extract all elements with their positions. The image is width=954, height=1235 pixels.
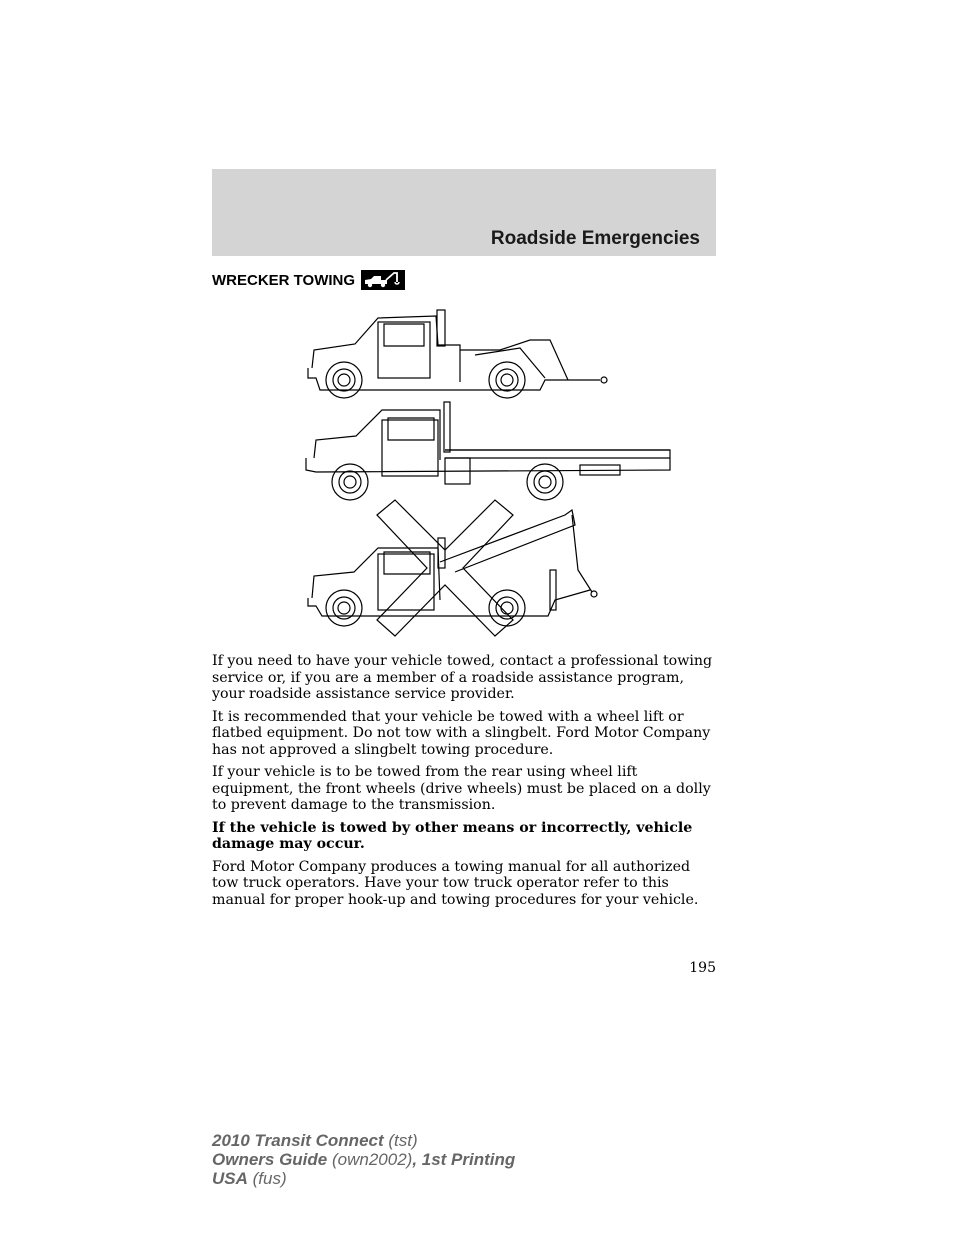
- footer-market-code: (fus): [252, 1169, 287, 1188]
- section-header-title: Roadside Emergencies: [490, 228, 700, 249]
- footer-guide: Owners Guide: [212, 1150, 328, 1169]
- tow-truck-icon: [361, 270, 405, 290]
- footer-printing: , 1st Printing: [412, 1150, 516, 1169]
- paragraph: If your vehicle is to be towed from the rear using wheel lift equipment, the front wheels (drive wheels) must be placed on a dolly to prevent damage to the transmission.: [212, 764, 711, 813]
- footer-model: 2010 Transit Connect: [212, 1131, 384, 1150]
- section-heading-label: WRECKER TOWING: [212, 271, 356, 289]
- section-heading: [212, 269, 405, 291]
- paragraph: It is recommended that your vehicle be towed with a wheel lift or flatbed equipment. Do not tow with a slingbelt. Ford Motor Company has not approved a slingbelt towing procedure.: [212, 708, 711, 758]
- footer-market: USA: [212, 1169, 248, 1188]
- towing-methods-illustration: [300, 300, 680, 645]
- footer-line-3: [212, 1169, 515, 1188]
- section-header-band: [212, 169, 716, 256]
- footer-guide-code: (own2002): [331, 1150, 413, 1169]
- slingbelt-truck-drawing: [308, 510, 597, 626]
- warning-paragraph: If the vehicle is towed by other means or incorrectly, vehicle damage may occur.: [212, 819, 693, 852]
- paragraph: If you need to have your vehicle towed, contact a professional towing service or, if you are a member of a roadside assistance program, your roadside assistance service provider.: [212, 653, 713, 702]
- wheel-lift-truck-drawing: [308, 310, 607, 398]
- footer-line-1: [212, 1131, 515, 1150]
- page-number: 195: [689, 960, 716, 976]
- footer-line-2: [212, 1150, 515, 1169]
- paragraph: Ford Motor Company produces a towing manual for all authorized tow truck operators. Have your tow truck operator refer to this manual for proper hook-up and towing procedures for your vehicle.: [212, 858, 699, 908]
- footer-model-code: (tst): [388, 1131, 418, 1150]
- flatbed-truck-drawing: [306, 402, 670, 500]
- document-footer: [212, 1131, 515, 1188]
- body-text: [212, 653, 718, 914]
